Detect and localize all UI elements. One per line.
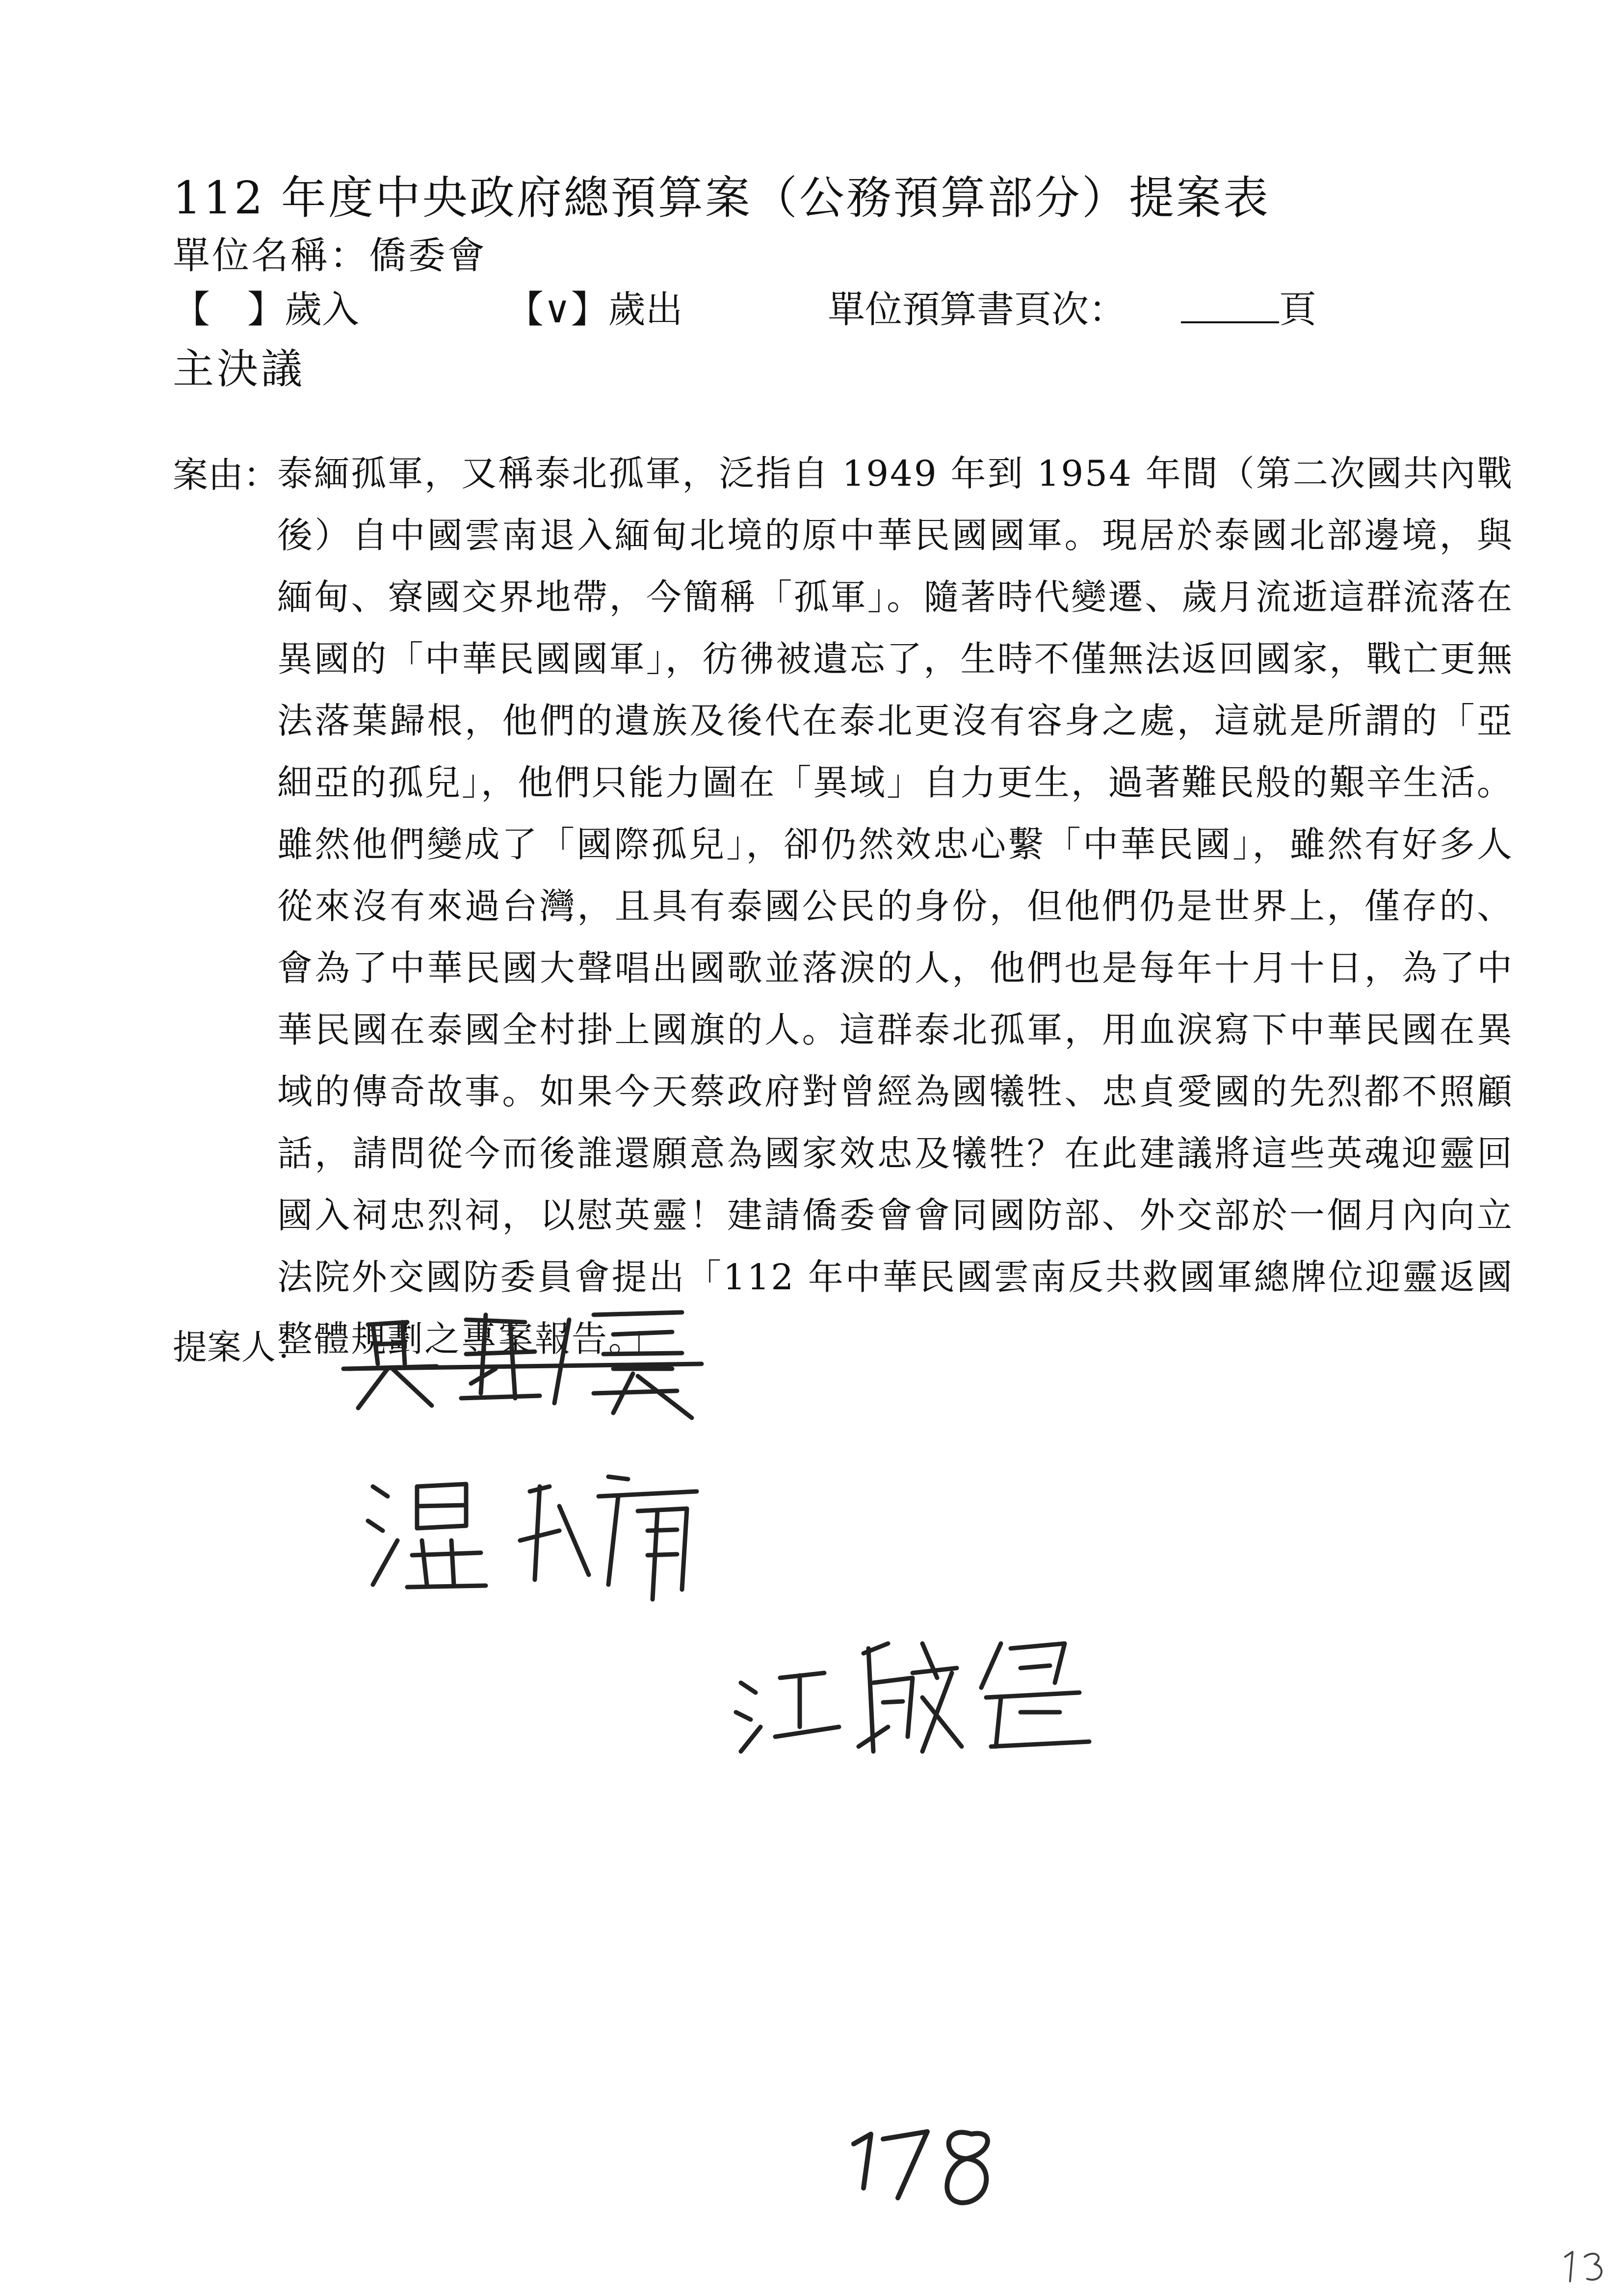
expenditure-checkbox: 【∨】歲出 bbox=[506, 287, 683, 331]
budget-type-row bbox=[173, 280, 1399, 334]
signature-2-strokes bbox=[353, 1457, 707, 1604]
proposer-label: 提案人： bbox=[173, 1327, 310, 1367]
form-title: 112 年度中央政府總預算案（公務預算部分）提案表 bbox=[173, 172, 1270, 224]
unit-name: 單位名稱：僑委會 bbox=[173, 234, 487, 277]
corner-page-number-strokes bbox=[1560, 2247, 1609, 2286]
corner-page-number bbox=[1560, 2247, 1609, 2288]
signature-3 bbox=[726, 1614, 1109, 1761]
resolution-type: 主決議 bbox=[173, 345, 306, 393]
reason-text: 泰緬孤軍，又稱泰北孤軍，泛指自 1949 年到 1954 年間（第二次國共內戰後）自中國雲南退入緬甸北境的原中華民國國軍。現居於泰國北部邊境，與緬甸、寮國交界地帶，今簡稱「孤軍」。隨著時代變遷、歲月流逝這群流落在異國的「中華民國國軍」，彷彿被遺忘了，生時不僅無法返回國家，戰亡更無法落葉歸根，他們的遺族及後代在泰北更沒有容身之處，這就是所謂的「亞細亞的孤兒」，他們只能力圖在「異域」自力更生，過著難民般的艱辛生活。雖然他們變成了「國際孤兒」，卻仍然效忠心繫「中華民國」，雖然有好多人從來沒有來過台灣，且具有泰國公民的身份，但他們仍是世界上，僅存的、會為了中華民國大聲唱出國歌並落淚的人，他們也是每年十月十日，為了中華民國在泰國全村掛上國旗的人。這群泰北孤軍，用血淚寫下中華民國在異域的傳奇故事。如果今天蔡政府對曾經為國犧牲、忠貞愛國的先烈都不照顧話，請問從今而後誰還願意為國家效忠及犧牲？在此建議將這些英魂迎靈回國入祠忠烈祠，以慰英靈！建請僑委會會同國防部、外交部於一個月內向立法院外交國防委員會提出「112 年中華民國雲南反共救國軍總牌位迎靈返國整體規劃之專案報告。」 bbox=[277, 453, 1514, 1359]
signature-1 bbox=[339, 1295, 711, 1423]
budget-page-blank bbox=[1181, 280, 1279, 323]
signature-1-strokes bbox=[339, 1295, 711, 1423]
signature-3-strokes bbox=[726, 1614, 1109, 1761]
budget-page-label: 單位預算書頁次： bbox=[828, 287, 1126, 331]
signature-2 bbox=[353, 1457, 707, 1604]
reason-label: 案由： bbox=[173, 454, 279, 496]
handwritten-page-number-strokes bbox=[844, 2105, 1011, 2213]
budget-page-suffix: 頁 bbox=[1279, 287, 1316, 331]
handwritten-page-number bbox=[844, 2105, 1011, 2215]
revenue-checkbox: 【 】歲入 bbox=[173, 287, 359, 331]
